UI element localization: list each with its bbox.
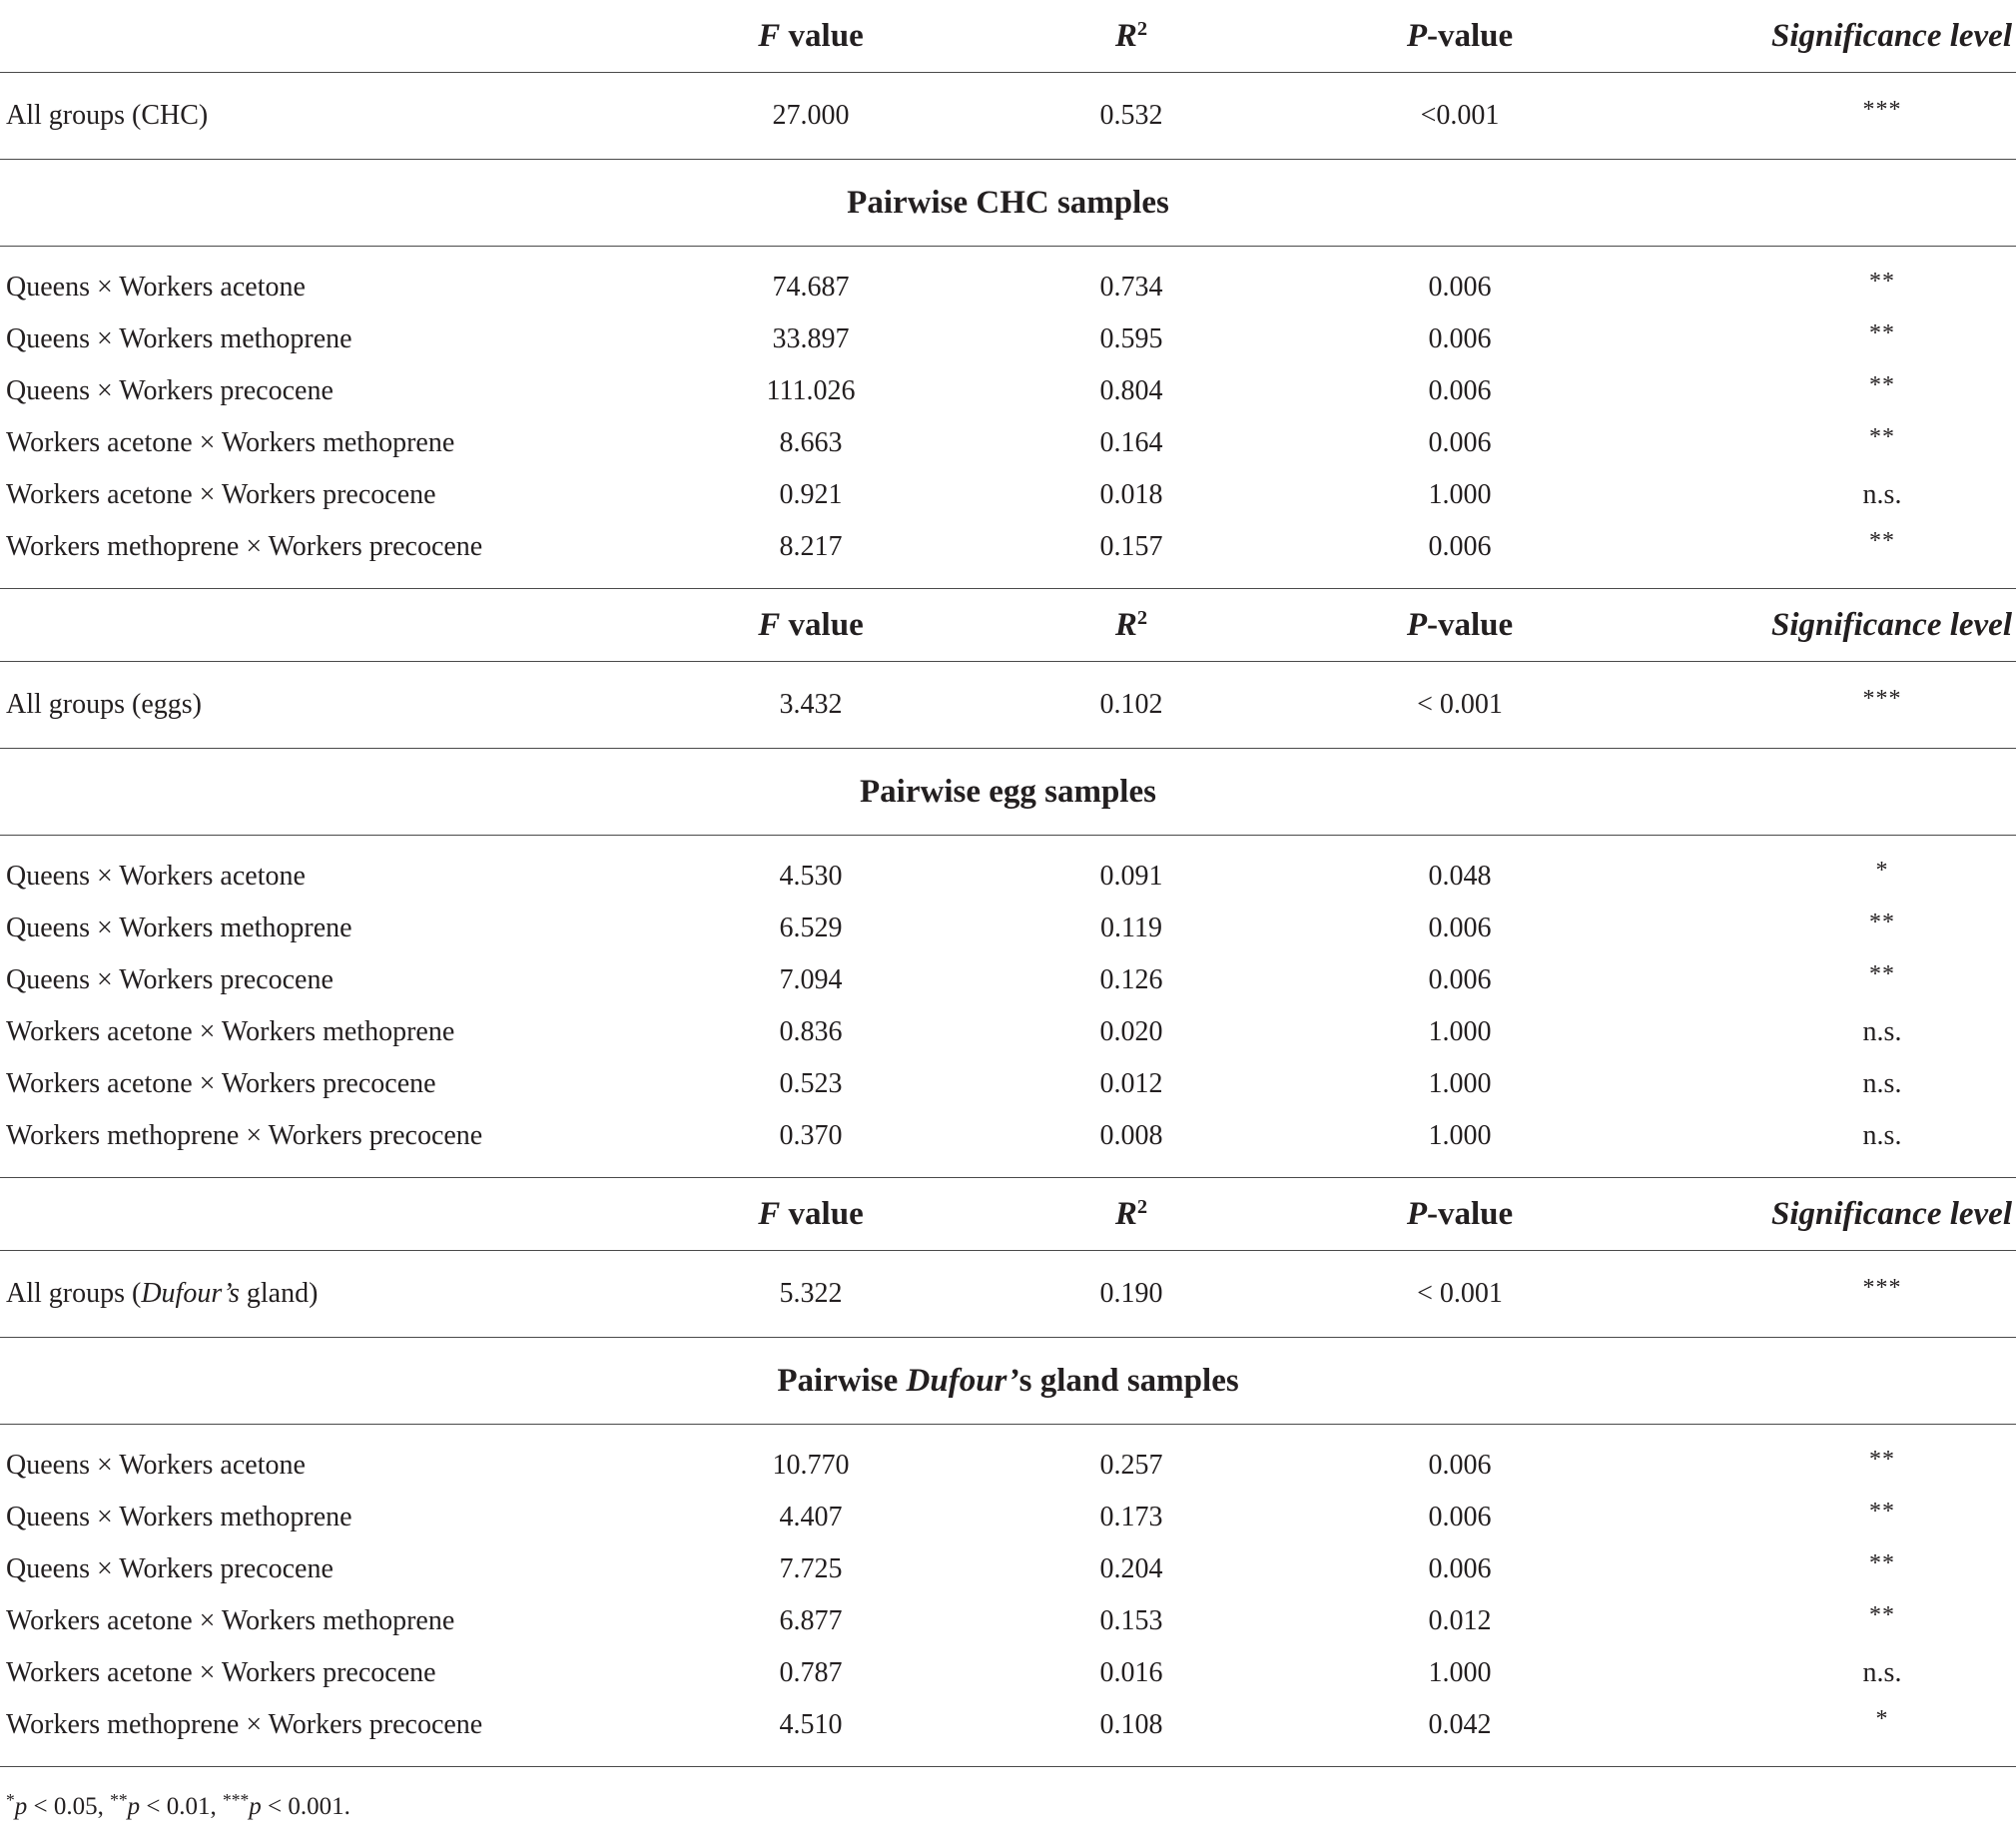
r-squared: 0.204 — [1099, 1553, 1163, 1584]
p-value: 0.006 — [1428, 531, 1492, 562]
significance: n.s. — [1862, 479, 1902, 510]
header-p-italic: P — [1406, 1195, 1427, 1232]
significance: ** — [1869, 1601, 1895, 1628]
f-value: 3.432 — [779, 689, 843, 720]
significance: * — [1875, 857, 1889, 884]
pairwise-title-rule — [0, 1424, 2016, 1425]
r-squared: 0.091 — [1099, 861, 1163, 892]
comparison-label: Workers acetone × Workers methoprene — [6, 1605, 455, 1636]
r-squared: 0.102 — [1099, 689, 1163, 720]
all-groups-label-pre: All groups ( — [6, 1278, 142, 1309]
footnote-p-2: p — [127, 1793, 141, 1820]
p-value: 0.006 — [1428, 427, 1492, 458]
significance: ** — [1869, 268, 1895, 295]
significance: ** — [1869, 960, 1895, 987]
header-f-rest: value — [780, 17, 864, 54]
r-squared: 0.257 — [1099, 1450, 1163, 1481]
p-value: 0.006 — [1428, 1450, 1492, 1481]
table-row — [0, 521, 2016, 573]
all-groups-row — [0, 662, 2016, 748]
r-squared: 0.012 — [1099, 1068, 1163, 1099]
table-row — [0, 1492, 2016, 1543]
r-squared: 0.804 — [1099, 375, 1163, 406]
footnote-threshold-1: < 0.05, — [27, 1793, 111, 1820]
header-p-rest: -value — [1427, 17, 1514, 54]
comparison-label: Queens × Workers acetone — [6, 1450, 306, 1481]
p-value: 1.000 — [1428, 479, 1492, 510]
r-squared: 0.153 — [1099, 1605, 1163, 1636]
f-value: 8.217 — [779, 531, 843, 562]
pairwise-title-rule — [0, 246, 2016, 247]
header-p-rest: -value — [1427, 1195, 1514, 1232]
pairwise-title-text: Pairwise CHC samples — [847, 184, 1169, 221]
pairwise-title-text: Pairwise egg samples — [860, 773, 1156, 810]
header-significance: Significance level — [1770, 1195, 2012, 1232]
significance: n.s. — [1862, 1068, 1902, 1099]
p-value: 0.006 — [1428, 375, 1492, 406]
p-value: 0.006 — [1428, 272, 1492, 303]
f-value: 6.877 — [779, 1605, 843, 1636]
column-header-row — [0, 1178, 2016, 1250]
p-value: <0.001 — [1420, 100, 1500, 131]
table-row — [0, 1699, 2016, 1751]
table-row — [0, 851, 2016, 903]
f-value: 111.026 — [766, 375, 856, 406]
comparison-label: Queens × Workers methoprene — [6, 1502, 352, 1532]
significance: *** — [1862, 96, 1902, 123]
header-f-rest: value — [780, 606, 864, 643]
footnote-p-1: p — [14, 1793, 28, 1820]
header-p-italic: P — [1406, 17, 1427, 54]
table-row — [0, 1543, 2016, 1595]
column-header-row — [0, 0, 2016, 72]
significance: *** — [1862, 685, 1902, 712]
comparison-label: Workers methoprene × Workers precocene — [6, 531, 483, 562]
significance: n.s. — [1862, 1016, 1902, 1047]
all-groups-label: All groups (CHC) — [6, 100, 209, 131]
r-squared: 0.008 — [1099, 1120, 1163, 1151]
f-value: 6.529 — [779, 913, 843, 943]
r-squared: 0.016 — [1099, 1657, 1163, 1688]
footnote-stars-1: * — [6, 1790, 15, 1811]
table-bottom-rule — [0, 1766, 2016, 1767]
p-value: 0.006 — [1428, 1502, 1492, 1532]
pairwise-section-title — [0, 1338, 2016, 1424]
f-value: 27.000 — [772, 100, 850, 131]
significance: n.s. — [1862, 1120, 1902, 1151]
comparison-label: Queens × Workers methoprene — [6, 323, 352, 354]
significance: n.s. — [1862, 1657, 1902, 1688]
footnote-stars-2: ** — [110, 1790, 128, 1811]
r-squared: 0.126 — [1099, 964, 1163, 995]
significance: * — [1875, 1705, 1889, 1732]
header-r-base: R — [1114, 1195, 1137, 1232]
all-groups-label: All groups (eggs) — [6, 689, 202, 720]
all-groups-label-italic: Dufour’s — [141, 1278, 240, 1309]
p-value: 0.006 — [1428, 1553, 1492, 1584]
all-groups-row — [0, 73, 2016, 159]
header-r-base: R — [1114, 606, 1137, 643]
comparison-label: Queens × Workers methoprene — [6, 913, 352, 943]
r-squared: 0.108 — [1099, 1709, 1163, 1740]
all-groups-label-post: gland) — [239, 1278, 319, 1309]
r-squared: 0.734 — [1099, 272, 1163, 303]
comparison-label: Workers methoprene × Workers precocene — [6, 1120, 483, 1151]
table-row — [0, 1595, 2016, 1647]
r-squared: 0.157 — [1099, 531, 1163, 562]
footnote-threshold-3: < 0.001. — [261, 1793, 350, 1820]
significance: ** — [1869, 527, 1895, 554]
p-value: 0.006 — [1428, 964, 1492, 995]
r-squared: 0.020 — [1099, 1016, 1163, 1047]
r-squared: 0.532 — [1099, 100, 1163, 131]
table-row — [0, 262, 2016, 313]
header-r-sup: 2 — [1136, 17, 1148, 40]
f-value: 8.663 — [779, 427, 843, 458]
comparison-label: Workers methoprene × Workers precocene — [6, 1709, 483, 1740]
comparison-label: Workers acetone × Workers precocene — [6, 1657, 436, 1688]
comparison-label: Workers acetone × Workers precocene — [6, 1068, 436, 1099]
table-row — [0, 1647, 2016, 1699]
comparison-label: Queens × Workers acetone — [6, 861, 306, 892]
comparison-label: Workers acetone × Workers methoprene — [6, 1016, 455, 1047]
f-value: 5.322 — [779, 1278, 843, 1309]
header-r-base: R — [1114, 17, 1137, 54]
f-value: 4.510 — [779, 1709, 843, 1740]
header-r-sup: 2 — [1136, 606, 1148, 629]
header-f-rest: value — [780, 1195, 864, 1232]
f-value: 0.836 — [779, 1016, 843, 1047]
significance: ** — [1869, 319, 1895, 346]
column-header-row — [0, 589, 2016, 661]
f-value: 7.094 — [779, 964, 843, 995]
f-value: 33.897 — [772, 323, 850, 354]
f-value: 4.407 — [779, 1502, 843, 1532]
pairwise-title-rule — [0, 835, 2016, 836]
header-significance: Significance level — [1770, 17, 2012, 54]
table-row — [0, 903, 2016, 954]
p-value: 0.012 — [1428, 1605, 1492, 1636]
f-value: 10.770 — [772, 1450, 850, 1481]
comparison-label: Workers acetone × Workers methoprene — [6, 427, 455, 458]
f-value: 4.530 — [779, 861, 843, 892]
header-f-italic: F — [758, 1195, 781, 1232]
p-value: 1.000 — [1428, 1068, 1492, 1099]
pairwise-title-post: s gland samples — [1018, 1362, 1239, 1399]
all-groups-row — [0, 1251, 2016, 1337]
header-p-italic: P — [1406, 606, 1427, 643]
r-squared: 0.190 — [1099, 1278, 1163, 1309]
significance: ** — [1869, 1549, 1895, 1576]
f-value: 7.725 — [779, 1553, 843, 1584]
footnote-stars-3: *** — [222, 1790, 250, 1811]
p-value: 0.006 — [1428, 323, 1492, 354]
comparison-label: Workers acetone × Workers precocene — [6, 479, 436, 510]
significance: ** — [1869, 1498, 1895, 1525]
pairwise-section-title — [0, 160, 2016, 246]
all-groups-label — [6, 1278, 318, 1310]
header-significance: Significance level — [1770, 606, 2012, 643]
p-value: 1.000 — [1428, 1120, 1492, 1151]
significance: ** — [1869, 371, 1895, 398]
f-value: 0.523 — [779, 1068, 843, 1099]
significance: ** — [1869, 423, 1895, 450]
f-value: 0.921 — [779, 479, 843, 510]
table-row — [0, 954, 2016, 1006]
header-f-italic: F — [758, 17, 781, 54]
r-squared: 0.119 — [1100, 913, 1162, 943]
p-value: 0.042 — [1428, 1709, 1492, 1740]
p-value: 1.000 — [1428, 1016, 1492, 1047]
pairwise-section-title — [0, 749, 2016, 835]
significance: *** — [1862, 1274, 1902, 1301]
comparison-label: Queens × Workers acetone — [6, 272, 306, 303]
table-row — [0, 1006, 2016, 1058]
significance: ** — [1869, 1446, 1895, 1473]
header-p-rest: -value — [1427, 606, 1514, 643]
table-row — [0, 365, 2016, 417]
table-row — [0, 1110, 2016, 1162]
r-squared: 0.595 — [1099, 323, 1163, 354]
r-squared: 0.018 — [1099, 479, 1163, 510]
table-footnote — [6, 1790, 350, 1821]
comparison-label: Queens × Workers precocene — [6, 1553, 334, 1584]
p-value: 0.006 — [1428, 913, 1492, 943]
r-squared: 0.164 — [1099, 427, 1163, 458]
f-value: 0.370 — [779, 1120, 843, 1151]
table-row — [0, 417, 2016, 469]
p-value: < 0.001 — [1417, 1278, 1503, 1309]
comparison-label: Queens × Workers precocene — [6, 375, 334, 406]
footnote-threshold-2: < 0.01, — [140, 1793, 223, 1820]
table-row — [0, 1058, 2016, 1110]
comparison-label: Queens × Workers precocene — [6, 964, 334, 995]
table-row — [0, 313, 2016, 365]
p-value: 0.048 — [1428, 861, 1492, 892]
pairwise-title-italic: Dufour’ — [906, 1362, 1019, 1399]
header-r-sup: 2 — [1136, 1195, 1148, 1218]
table-row — [0, 469, 2016, 521]
significance: ** — [1869, 909, 1895, 935]
f-value: 74.687 — [772, 272, 850, 303]
pairwise-title-pre: Pairwise — [777, 1362, 907, 1399]
f-value: 0.787 — [779, 1657, 843, 1688]
r-squared: 0.173 — [1099, 1502, 1163, 1532]
p-value: 1.000 — [1428, 1657, 1492, 1688]
p-value: < 0.001 — [1417, 689, 1503, 720]
header-f-italic: F — [758, 606, 781, 643]
table-row — [0, 1440, 2016, 1492]
footnote-p-3: p — [249, 1793, 262, 1820]
